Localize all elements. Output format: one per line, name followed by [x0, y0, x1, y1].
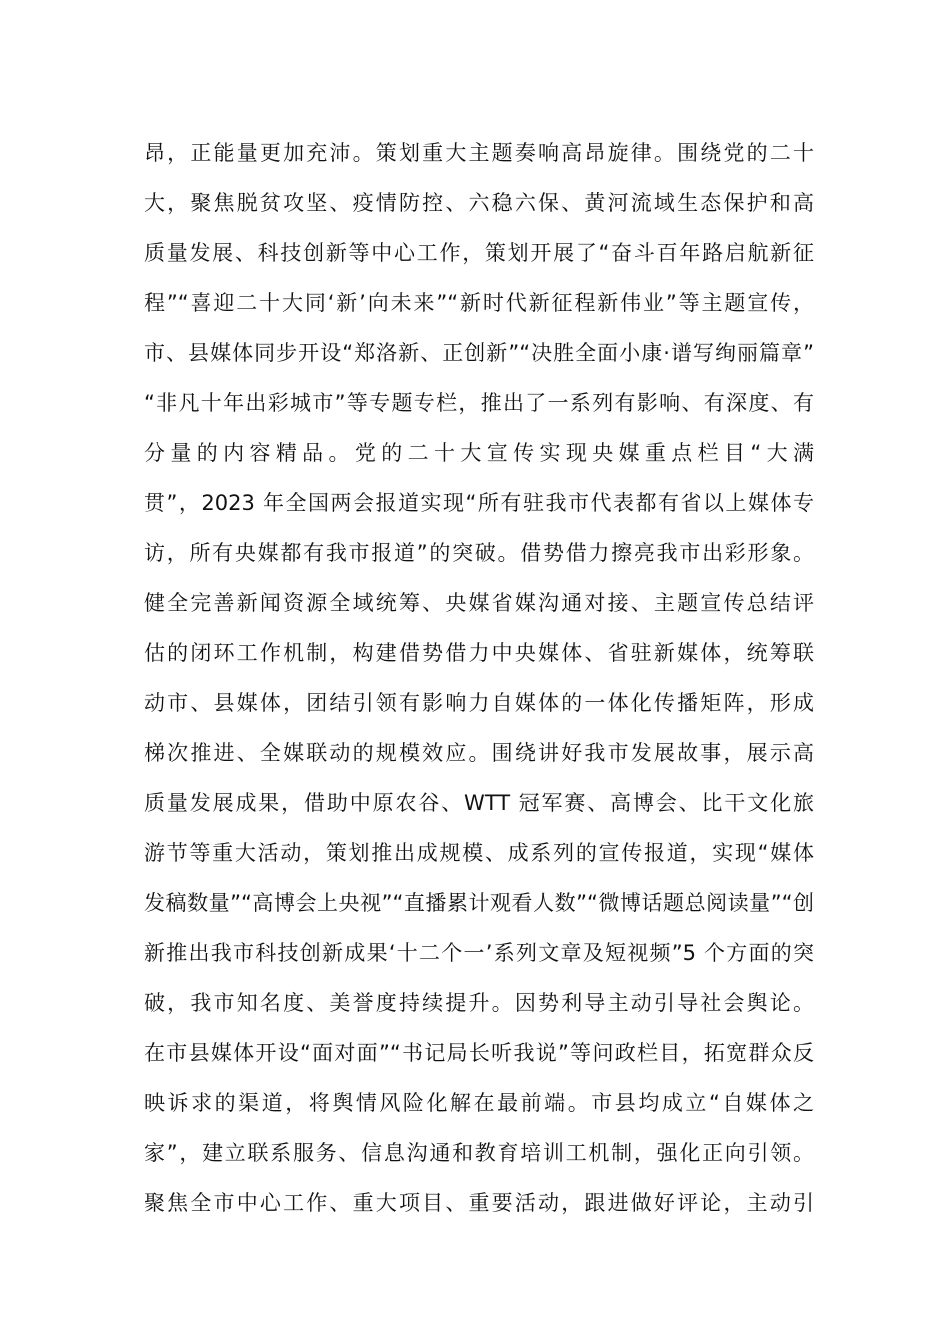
text-line: 估的闭环工作机制，构建借势借力中央媒体、省驻新媒体，统筹联	[144, 641, 814, 665]
text-line: 梯次推进、全媒联动的规模效应。围绕讲好我市发展故事，展示高	[144, 741, 814, 765]
text-line: 质量发展、科技创新等中心工作，策划开展了“奋斗百年路启航新征	[144, 241, 814, 265]
text-line: “非凡十年出彩城市”等专题专栏，推出了一系列有影响、有深度、有	[144, 391, 814, 415]
text-line: 大，聚焦脱贫攻坚、疫情防控、六稳六保、黄河流域生态保护和高	[144, 191, 814, 215]
text-line: 映诉求的渠道，将舆情风险化解在最前端。市县均成立“自媒体之	[144, 1091, 814, 1115]
text-line: 游节等重大活动，策划推出成规模、成系列的宣传报道，实现“媒体	[144, 841, 814, 865]
text-line: 昂，正能量更加充沛。策划重大主题奏响高昂旋律。围绕党的二十	[144, 141, 814, 165]
text-line: 新推出我市科技创新成果‘十二个一’系列文章及短视频”5 个方面的突	[144, 941, 814, 965]
text-line: 访，所有央媒都有我市报道”的突破。借势借力擦亮我市出彩形象。	[144, 541, 814, 565]
text-line: 聚焦全市中心工作、重大项目、重要活动，跟进做好评论，主动引	[144, 1191, 814, 1215]
body-text	[144, 128, 814, 1228]
text-line: 动市、县媒体，团结引领有影响力自媒体的一体化传播矩阵，形成	[144, 691, 814, 715]
text-line: 破，我市知名度、美誉度持续提升。因势利导主动引导社会舆论。	[144, 991, 814, 1015]
text-line: 家”，建立联系服务、信息沟通和教育培训工机制，强化正向引领。	[144, 1141, 814, 1165]
text-line: 在市县媒体开设“面对面”“书记局长听我说”等问政栏目，拓宽群众反	[144, 1041, 814, 1065]
text-line: 市、县媒体同步开设“郑洛新、正创新”“决胜全面小康·谱写绚丽篇章”	[144, 341, 814, 365]
text-line: 贯”，2023 年全国两会报道实现“所有驻我市代表都有省以上媒体专	[144, 491, 814, 515]
text-line: 质量发展成果，借助中原农谷、WTT 冠军赛、高博会、比干文化旅	[144, 791, 814, 815]
text-line: 分量的内容精品。党的二十大宣传实现央媒重点栏目“大满	[144, 441, 814, 465]
text-line: 程”“喜迎二十大同‘新’向未来”“新时代新征程新伟业”等主题宣传，	[144, 291, 814, 315]
text-line: 健全完善新闻资源全域统筹、央媒省媒沟通对接、主题宣传总结评	[144, 591, 814, 615]
text-line: 发稿数量”“高博会上央视”“直播累计观看人数”“微博话题总阅读量”“创	[144, 891, 814, 915]
